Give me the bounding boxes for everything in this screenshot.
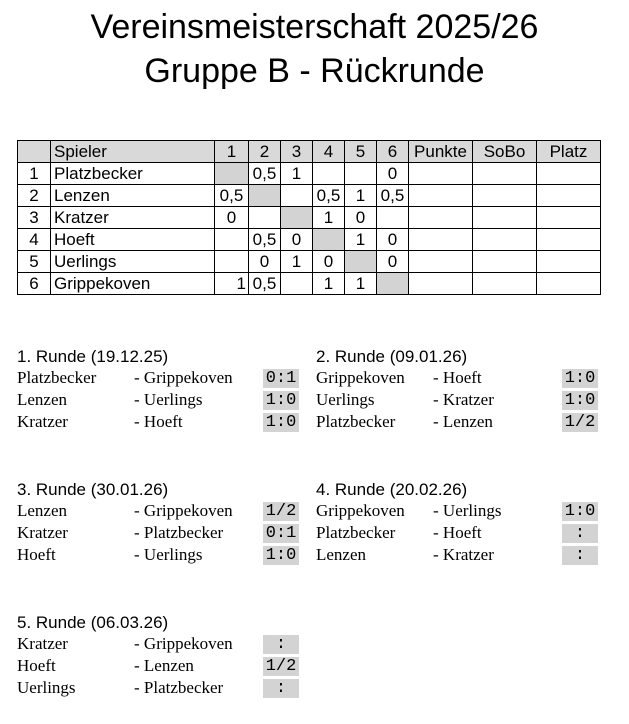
home-player: Lenzen xyxy=(17,501,68,520)
header-spieler: Spieler xyxy=(51,141,215,163)
table-row xyxy=(18,207,601,229)
home-player: Hoeft xyxy=(17,656,56,675)
player-name: Uerlings xyxy=(51,251,215,273)
result-box: 1:0 xyxy=(562,502,598,521)
row-index: 5 xyxy=(18,251,51,273)
pairing xyxy=(17,633,317,655)
round-1 xyxy=(17,347,317,433)
punkte-cell xyxy=(409,251,473,273)
table-row xyxy=(18,251,601,273)
platz-cell xyxy=(537,163,601,185)
row-index: 1 xyxy=(18,163,51,185)
result-cell: 0,5 xyxy=(377,185,409,207)
player-name: Hoeft xyxy=(51,229,215,251)
result-cell xyxy=(313,163,345,185)
result-box: : xyxy=(263,679,299,698)
table-row xyxy=(18,273,601,295)
page-title: Vereinsmeisterschaft 2025/26 xyxy=(90,8,539,46)
punkte-cell xyxy=(409,229,473,251)
punkte-cell xyxy=(409,185,473,207)
sobo-cell xyxy=(473,273,537,295)
header-col-1: 1 xyxy=(215,141,249,163)
away-player: - Uerlings xyxy=(433,501,502,520)
result-cell xyxy=(281,273,313,295)
home-player: Uerlings xyxy=(316,390,375,409)
home-player: Platzbecker xyxy=(316,412,396,431)
pairing xyxy=(316,500,616,522)
row-index: 2 xyxy=(18,185,51,207)
round-title: 4. Runde (20.02.26) xyxy=(316,480,468,499)
result-cell xyxy=(377,207,409,229)
diagonal-cell xyxy=(377,273,409,295)
result-box: 0:1 xyxy=(263,369,299,388)
away-player: - Kratzer xyxy=(433,390,494,409)
platz-cell xyxy=(537,229,601,251)
result-cell xyxy=(249,207,281,229)
platz-cell xyxy=(537,273,601,295)
result-cell: 0 xyxy=(249,251,281,273)
result-cell: 1 xyxy=(281,251,313,273)
result-cell: 1 xyxy=(313,273,345,295)
diagonal-cell xyxy=(215,163,249,185)
home-player: Platzbecker xyxy=(316,523,396,542)
header-col-2: 2 xyxy=(249,141,281,163)
round-4 xyxy=(316,480,616,566)
away-player: - Grippekoven xyxy=(134,368,233,387)
home-player: Lenzen xyxy=(17,390,68,409)
player-name: Lenzen xyxy=(51,185,215,207)
sobo-cell xyxy=(473,207,537,229)
player-name: Platzbecker xyxy=(51,163,215,185)
result-box: 1:0 xyxy=(263,391,299,410)
player-name: Grippekoven xyxy=(51,273,215,295)
home-player: Platzbecker xyxy=(17,368,97,387)
away-player: - Hoeft xyxy=(134,412,183,431)
player-name: Kratzer xyxy=(51,207,215,229)
home-player: Uerlings xyxy=(17,678,76,697)
header-platz: Platz xyxy=(537,141,601,163)
punkte-cell xyxy=(409,273,473,295)
pairing xyxy=(316,389,616,411)
result-cell: 0 xyxy=(377,163,409,185)
result-cell: 0 xyxy=(313,251,345,273)
crosstable-header-row xyxy=(18,141,601,163)
pairing xyxy=(316,544,616,566)
away-player: - Lenzen xyxy=(433,412,493,431)
result-cell xyxy=(345,163,377,185)
result-box: : xyxy=(562,524,598,543)
away-player: - Platzbecker xyxy=(134,523,224,542)
result-cell xyxy=(215,229,249,251)
pairing xyxy=(17,389,317,411)
sobo-cell xyxy=(473,185,537,207)
pairing xyxy=(316,411,616,433)
result-cell: 1 xyxy=(281,163,313,185)
away-player: - Kratzer xyxy=(433,545,494,564)
sobo-cell xyxy=(473,251,537,273)
punkte-cell xyxy=(409,207,473,229)
header-col-4: 4 xyxy=(313,141,345,163)
result-cell: 0 xyxy=(377,229,409,251)
home-player: Grippekoven xyxy=(316,368,405,387)
header-sobo: SoBo xyxy=(473,141,537,163)
result-cell: 0 xyxy=(281,229,313,251)
pairing xyxy=(17,411,317,433)
pairing xyxy=(17,655,317,677)
table-row xyxy=(18,185,601,207)
round-5 xyxy=(17,613,317,699)
away-player: - Platzbecker xyxy=(134,678,224,697)
home-player: Kratzer xyxy=(17,634,68,653)
result-box: 1/2 xyxy=(263,657,299,676)
result-cell xyxy=(215,251,249,273)
pairing xyxy=(17,500,317,522)
result-cell: 1 xyxy=(345,185,377,207)
pairing xyxy=(316,367,616,389)
result-cell: 1 xyxy=(215,273,249,295)
platz-cell xyxy=(537,207,601,229)
header-index xyxy=(18,141,51,163)
table-row xyxy=(18,163,601,185)
round-title: 1. Runde (19.12.25) xyxy=(17,347,169,366)
punkte-cell xyxy=(409,163,473,185)
result-cell: 0 xyxy=(377,251,409,273)
pairing xyxy=(17,367,317,389)
diagonal-cell xyxy=(281,207,313,229)
pairing xyxy=(17,677,317,699)
result-box: 1/2 xyxy=(263,502,299,521)
header-col-3: 3 xyxy=(281,141,313,163)
home-player: Lenzen xyxy=(316,545,367,564)
page-subtitle: Gruppe B - Rückrunde xyxy=(144,52,485,90)
result-box: 1:0 xyxy=(562,369,598,388)
away-player: - Lenzen xyxy=(134,656,194,675)
round-3 xyxy=(17,480,317,566)
header-col-6: 6 xyxy=(377,141,409,163)
pairing xyxy=(17,544,317,566)
sobo-cell xyxy=(473,229,537,251)
result-box: 1/2 xyxy=(562,413,598,432)
result-cell xyxy=(281,185,313,207)
result-cell: 0,5 xyxy=(249,163,281,185)
result-cell: 1 xyxy=(345,273,377,295)
diagonal-cell xyxy=(313,229,345,251)
row-index: 3 xyxy=(18,207,51,229)
away-player: - Uerlings xyxy=(134,390,203,409)
table-row xyxy=(18,229,601,251)
row-index: 4 xyxy=(18,229,51,251)
crosstable xyxy=(17,140,601,295)
pairing xyxy=(17,522,317,544)
result-cell: 0,5 xyxy=(215,185,249,207)
result-cell: 0,5 xyxy=(249,229,281,251)
round-title: 2. Runde (09.01.26) xyxy=(316,347,468,366)
result-box: 1:0 xyxy=(263,413,299,432)
away-player: - Grippekoven xyxy=(134,634,233,653)
platz-cell xyxy=(537,251,601,273)
result-cell: 0,5 xyxy=(249,273,281,295)
round-2 xyxy=(316,347,616,433)
round-title: 3. Runde (30.01.26) xyxy=(17,480,169,499)
round-title: 5. Runde (06.03.26) xyxy=(17,613,169,632)
result-box: 1:0 xyxy=(562,391,598,410)
result-cell: 0,5 xyxy=(313,185,345,207)
result-cell: 1 xyxy=(313,207,345,229)
away-player: - Uerlings xyxy=(134,545,203,564)
home-player: Kratzer xyxy=(17,412,68,431)
away-player: - Grippekoven xyxy=(134,501,233,520)
away-player: - Hoeft xyxy=(433,523,482,542)
result-cell: 0 xyxy=(345,207,377,229)
result-box: 1:0 xyxy=(263,546,299,565)
home-player: Kratzer xyxy=(17,523,68,542)
diagonal-cell xyxy=(345,251,377,273)
home-player: Hoeft xyxy=(17,545,56,564)
header-col-5: 5 xyxy=(345,141,377,163)
header-punkte: Punkte xyxy=(409,141,473,163)
diagonal-cell xyxy=(249,185,281,207)
home-player: Grippekoven xyxy=(316,501,405,520)
result-cell: 1 xyxy=(345,229,377,251)
result-box: : xyxy=(263,635,299,654)
sobo-cell xyxy=(473,163,537,185)
result-box: 0:1 xyxy=(263,524,299,543)
pairing xyxy=(316,522,616,544)
result-box: : xyxy=(562,546,598,565)
away-player: - Hoeft xyxy=(433,368,482,387)
platz-cell xyxy=(537,185,601,207)
row-index: 6 xyxy=(18,273,51,295)
result-cell: 0 xyxy=(215,207,249,229)
